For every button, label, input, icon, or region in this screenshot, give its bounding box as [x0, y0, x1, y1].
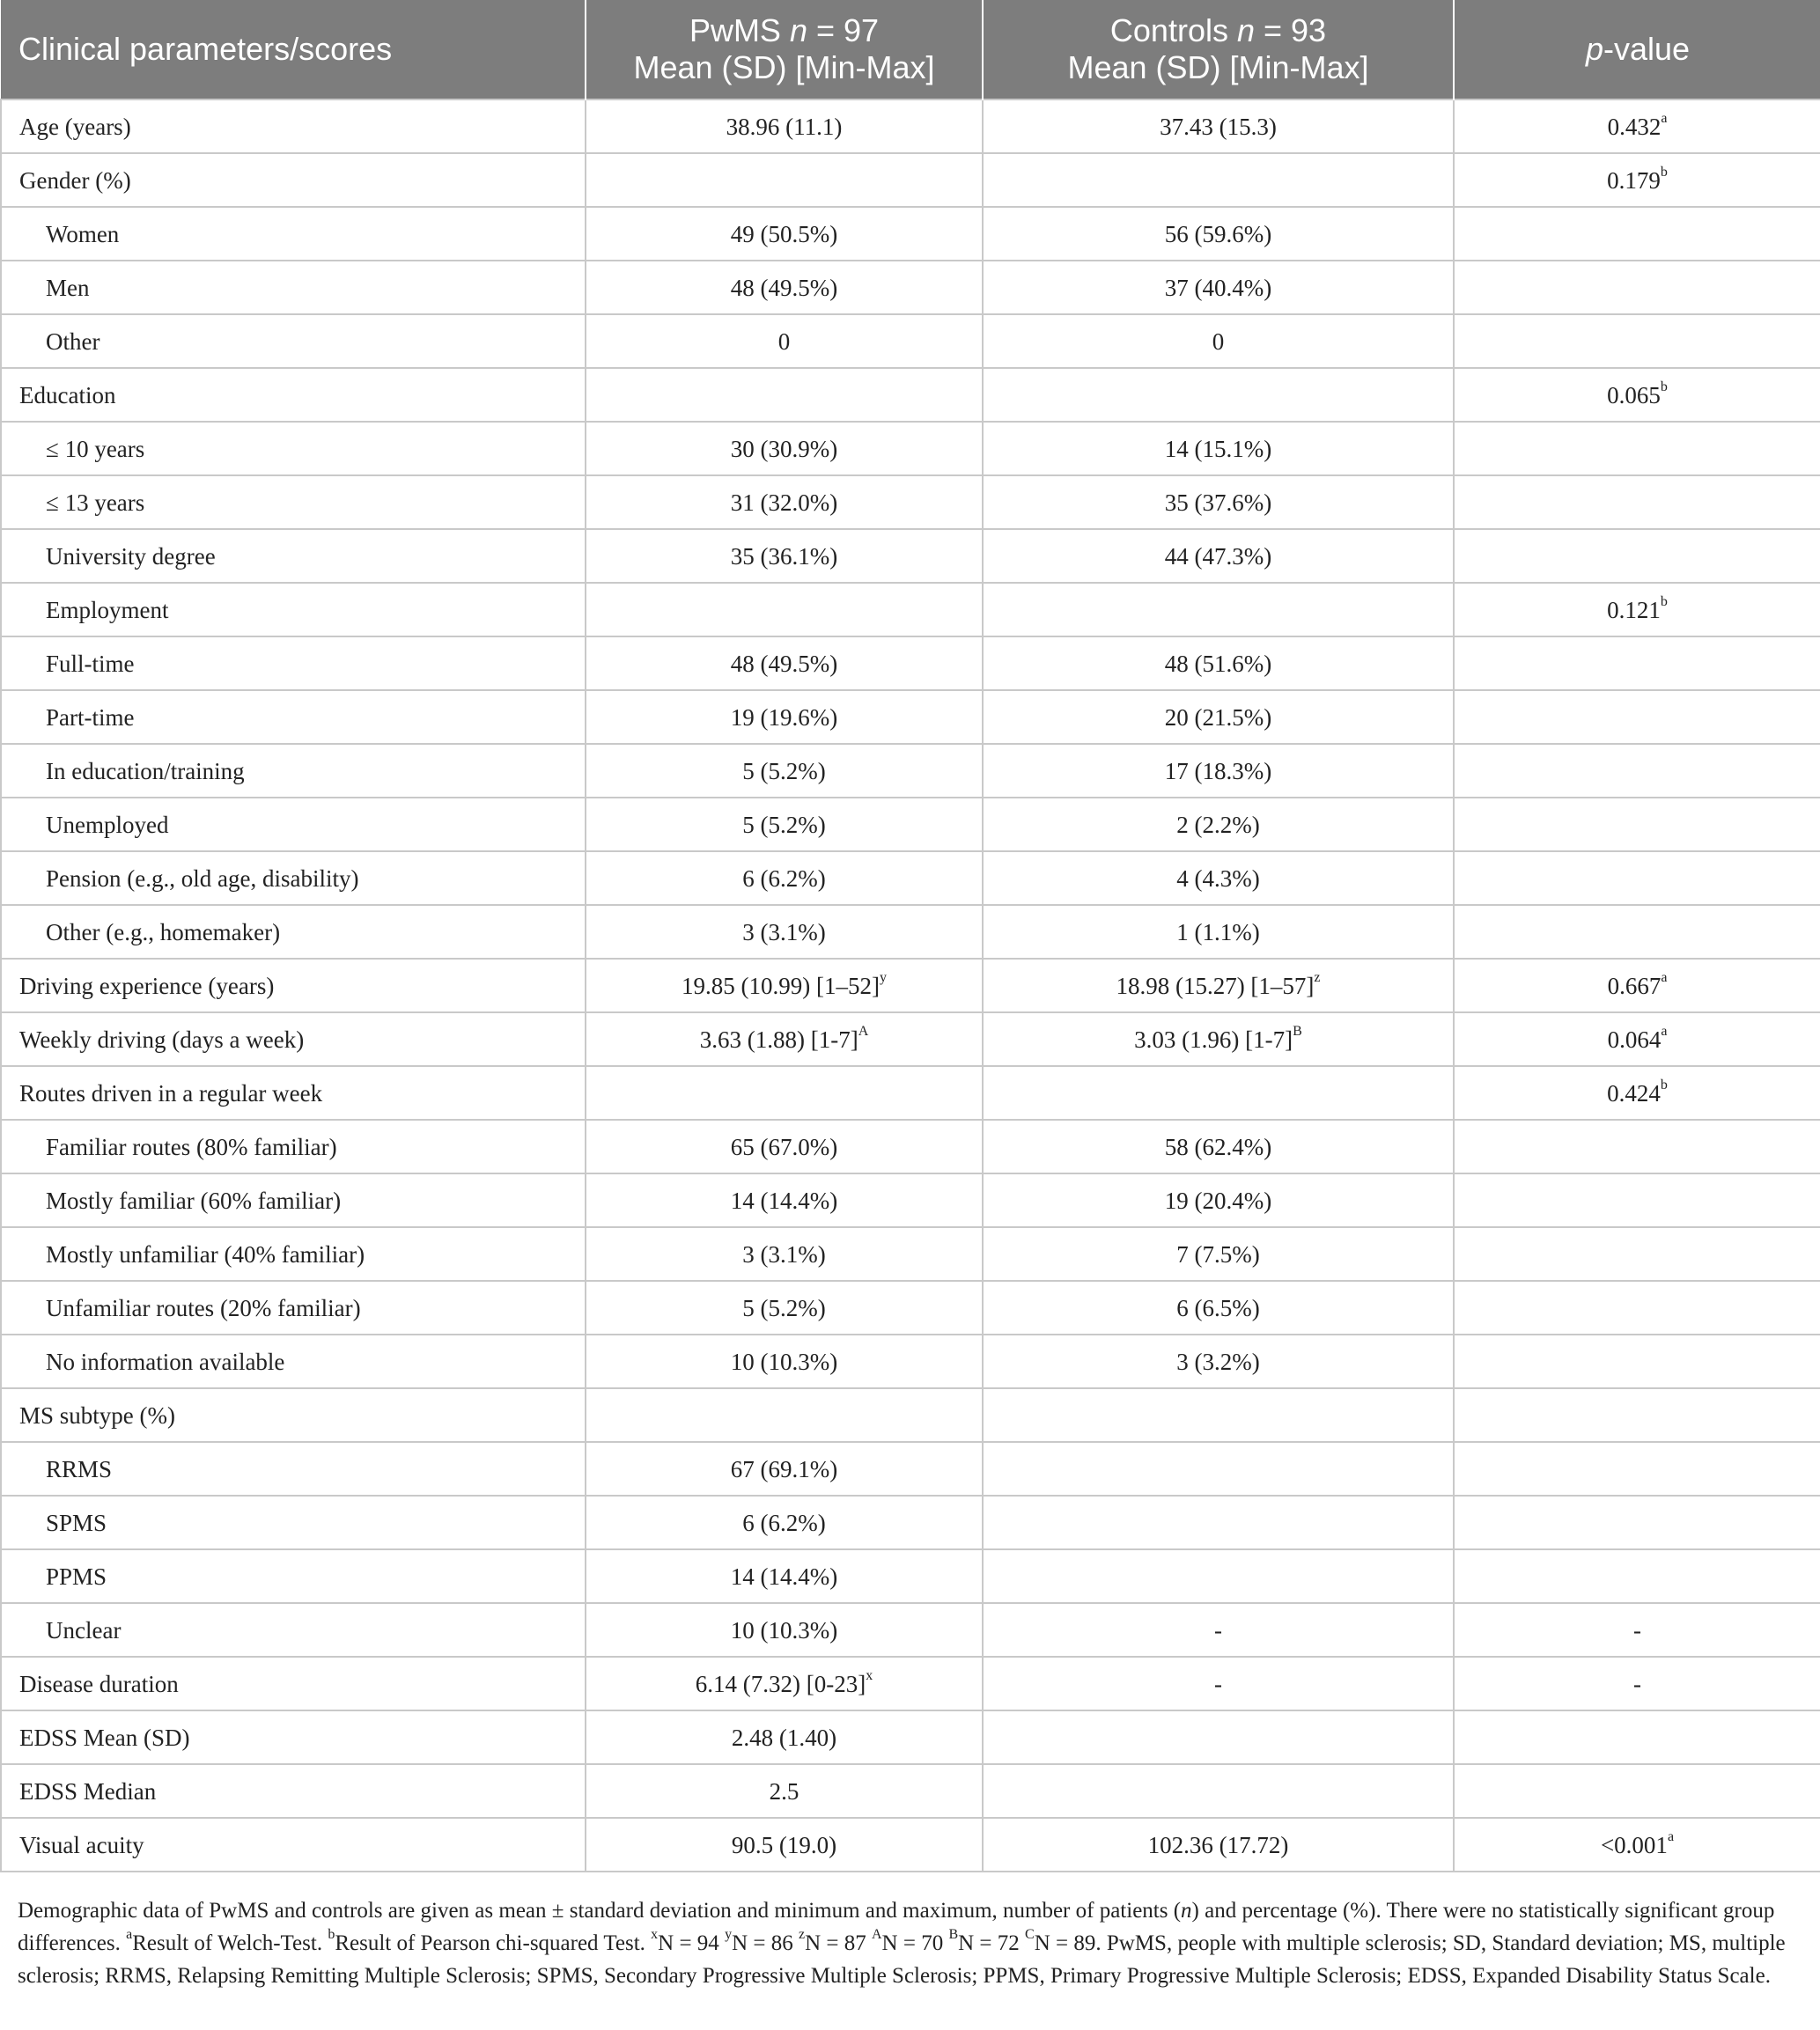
- cell-pwms-text: 3.63 (1.88) [1-7]: [699, 1026, 858, 1053]
- cell-controls: [983, 314, 1454, 368]
- row-label: Weekly driving (days a week): [1, 1012, 586, 1066]
- cell-controls-text: 2 (2.2%): [1176, 811, 1260, 838]
- cell-pwms-text: 48 (49.5%): [730, 274, 838, 301]
- footnote-sup: a: [126, 1926, 133, 1942]
- cell-pwms-text: 10 (10.3%): [730, 1348, 838, 1375]
- cell-pvalue: [1454, 422, 1820, 475]
- cell-pvalue: [1454, 314, 1820, 368]
- cell-pvalue-footnote-mark: b: [1660, 164, 1668, 180]
- cell-pvalue: [1454, 798, 1820, 851]
- cell-controls: [983, 583, 1454, 636]
- cell-controls: [983, 905, 1454, 959]
- cell-controls: [983, 744, 1454, 798]
- header-controls-sub: Mean (SD) [Min-Max]: [1067, 49, 1369, 85]
- cell-pvalue: [1454, 207, 1820, 261]
- cell-pwms: [586, 1388, 983, 1442]
- cell-controls: [983, 851, 1454, 905]
- cell-pwms: [586, 207, 983, 261]
- cell-pwms: [586, 1549, 983, 1603]
- cell-pvalue-text: 0.121: [1607, 596, 1661, 623]
- cell-controls: [983, 1281, 1454, 1335]
- cell-pvalue: [1454, 1549, 1820, 1603]
- table-row: [1, 529, 1820, 583]
- cell-pwms: [586, 1657, 983, 1710]
- table-row: [1, 1496, 1820, 1549]
- cell-pvalue: [1454, 1120, 1820, 1173]
- cell-pvalue: [1454, 529, 1820, 583]
- cell-controls: [983, 1012, 1454, 1066]
- cell-pwms: [586, 1710, 983, 1764]
- cell-controls: [983, 1818, 1454, 1872]
- header-pwms-n: n: [789, 12, 807, 48]
- row-label: Men: [1, 261, 586, 314]
- cell-pwms-text: 49 (50.5%): [730, 220, 838, 247]
- cell-pwms-text: 3 (3.1%): [742, 918, 826, 945]
- row-label: In education/training: [1, 744, 586, 798]
- cell-pwms-text: 3 (3.1%): [742, 1240, 826, 1268]
- cell-pvalue: [1454, 1657, 1820, 1710]
- cell-controls-text: 0: [1212, 327, 1225, 355]
- cell-pwms-text: 5 (5.2%): [742, 811, 826, 838]
- table-row: [1, 1710, 1820, 1764]
- cell-controls-text: 20 (21.5%): [1164, 703, 1272, 731]
- table-row: [1, 636, 1820, 690]
- header-controls-n: n: [1236, 12, 1255, 48]
- cell-controls-text: 18.98 (15.27) [1–57]: [1116, 972, 1315, 999]
- cell-pwms: [586, 1442, 983, 1496]
- row-label: Education: [1, 368, 586, 422]
- header-pwms-label: PwMS: [689, 12, 790, 48]
- table-row: [1, 851, 1820, 905]
- cell-controls-text: 48 (51.6%): [1164, 650, 1272, 677]
- row-label: Unemployed: [1, 798, 586, 851]
- cell-pwms-text: 19.85 (10.99) [1–52]: [682, 972, 880, 999]
- cell-pwms-text: 38.96 (11.1): [726, 113, 843, 140]
- footnote-text: N = 86: [732, 1931, 799, 1955]
- cell-controls: [983, 475, 1454, 529]
- cell-pwms: [586, 153, 983, 207]
- cell-controls-text: 37 (40.4%): [1164, 274, 1272, 301]
- header-controls: [983, 0, 1454, 99]
- cell-controls: [983, 99, 1454, 153]
- cell-pwms: [586, 1818, 983, 1872]
- table-row: [1, 959, 1820, 1012]
- row-label: Other: [1, 314, 586, 368]
- table-row: [1, 314, 1820, 368]
- cell-pwms: [586, 1335, 983, 1388]
- cell-pwms-text: 5 (5.2%): [742, 1294, 826, 1321]
- cell-pvalue: [1454, 1388, 1820, 1442]
- cell-pvalue: [1454, 905, 1820, 959]
- cell-controls: [983, 1603, 1454, 1657]
- row-label: ≤ 10 years: [1, 422, 586, 475]
- cell-controls-text: 17 (18.3%): [1164, 757, 1272, 784]
- cell-pwms: [586, 636, 983, 690]
- header-parameters: [1, 0, 586, 99]
- cell-pvalue: [1454, 1335, 1820, 1388]
- cell-pvalue: [1454, 261, 1820, 314]
- cell-pvalue: [1454, 1442, 1820, 1496]
- cell-pwms-text: 0: [777, 327, 791, 355]
- row-label: Women: [1, 207, 586, 261]
- table-row: [1, 153, 1820, 207]
- cell-pwms: [586, 1012, 983, 1066]
- table-row: [1, 1120, 1820, 1173]
- cell-pwms-text: 2.48 (1.40): [731, 1724, 837, 1751]
- cell-pvalue: [1454, 1818, 1820, 1872]
- table-row: [1, 368, 1820, 422]
- cell-pwms-text: 14 (14.4%): [730, 1187, 838, 1214]
- table-row: [1, 690, 1820, 744]
- table-row: [1, 1066, 1820, 1120]
- row-label: Driving experience (years): [1, 959, 586, 1012]
- table-row: [1, 475, 1820, 529]
- row-label: Routes driven in a regular week: [1, 1066, 586, 1120]
- cell-controls: [983, 1764, 1454, 1818]
- cell-controls: [983, 636, 1454, 690]
- cell-pwms: [586, 529, 983, 583]
- table-row: [1, 905, 1820, 959]
- footnote-text: N = 87: [805, 1931, 872, 1955]
- cell-pvalue: [1454, 1764, 1820, 1818]
- table-row: [1, 1012, 1820, 1066]
- cell-controls: [983, 529, 1454, 583]
- table-row: [1, 422, 1820, 475]
- footnote-text: Result of Pearson chi-squared Test.: [335, 1931, 652, 1955]
- row-label: University degree: [1, 529, 586, 583]
- cell-controls-text: 44 (47.3%): [1164, 542, 1272, 570]
- cell-pwms-text: 2.5: [769, 1777, 799, 1805]
- cell-pvalue: [1454, 368, 1820, 422]
- row-label: Part-time: [1, 690, 586, 744]
- table-row: [1, 207, 1820, 261]
- row-label: SPMS: [1, 1496, 586, 1549]
- header-pvalue-rest: -value: [1603, 31, 1691, 67]
- table-row: [1, 583, 1820, 636]
- cell-controls-text: 3.03 (1.96) [1-7]: [1134, 1026, 1293, 1053]
- table-row: [1, 1442, 1820, 1496]
- table-row: [1, 798, 1820, 851]
- table-header-row: [1, 0, 1820, 99]
- footnote-text: n: [1181, 1899, 1192, 1923]
- cell-controls: [983, 798, 1454, 851]
- cell-controls-text: -: [1214, 1616, 1222, 1644]
- footnote-sup: x: [651, 1926, 659, 1942]
- cell-pwms: [586, 422, 983, 475]
- cell-pvalue-text: 0.667: [1607, 972, 1662, 999]
- cell-controls-text: 3 (3.2%): [1176, 1348, 1260, 1375]
- cell-pwms-text: 30 (30.9%): [730, 435, 838, 462]
- cell-controls: [983, 153, 1454, 207]
- cell-controls: [983, 368, 1454, 422]
- cell-pvalue: [1454, 744, 1820, 798]
- cell-pvalue-footnote-mark: a: [1661, 969, 1668, 985]
- cell-controls-text: 19 (20.4%): [1164, 1187, 1272, 1214]
- cell-pvalue-footnote-mark: b: [1660, 593, 1668, 609]
- cell-pwms: [586, 1496, 983, 1549]
- cell-pwms-text: 90.5 (19.0): [731, 1831, 837, 1858]
- cell-controls-text: 14 (15.1%): [1164, 435, 1272, 462]
- cell-controls: [983, 1388, 1454, 1442]
- cell-pvalue: [1454, 636, 1820, 690]
- row-label: Age (years): [1, 99, 586, 153]
- cell-controls-footnote-mark: B: [1293, 1023, 1302, 1039]
- row-label: PPMS: [1, 1549, 586, 1603]
- footnote-text: ) and percentage (%). There were no statistically significant group differences.: [18, 1899, 1775, 1955]
- cell-controls: [983, 1120, 1454, 1173]
- cell-controls: [983, 1227, 1454, 1281]
- cell-pwms-footnote-mark: A: [858, 1023, 869, 1039]
- cell-pvalue: [1454, 1012, 1820, 1066]
- row-label: MS subtype (%): [1, 1388, 586, 1442]
- cell-pwms-text: 5 (5.2%): [742, 757, 826, 784]
- cell-pvalue: [1454, 851, 1820, 905]
- cell-controls-text: 37.43 (15.3): [1160, 113, 1277, 140]
- row-label: Disease duration: [1, 1657, 586, 1710]
- footnote-sup: y: [725, 1926, 733, 1942]
- footnote-text: N = 70: [881, 1931, 949, 1955]
- cell-controls: [983, 1335, 1454, 1388]
- cell-pvalue: [1454, 583, 1820, 636]
- cell-pwms-text: 6 (6.2%): [742, 864, 826, 892]
- cell-pvalue-footnote-mark: b: [1660, 379, 1668, 394]
- cell-pvalue-text: -: [1633, 1670, 1641, 1697]
- row-label: Unclear: [1, 1603, 586, 1657]
- cell-controls-text: 56 (59.6%): [1164, 220, 1272, 247]
- cell-pwms: [586, 99, 983, 153]
- cell-pvalue-text: 0.179: [1607, 166, 1661, 194]
- table-row: [1, 1818, 1820, 1872]
- row-label: RRMS: [1, 1442, 586, 1496]
- footnote-sup: z: [798, 1926, 806, 1942]
- header-controls-count: = 93: [1255, 12, 1327, 48]
- table-row: [1, 99, 1820, 153]
- cell-pvalue: [1454, 690, 1820, 744]
- cell-pwms: [586, 1066, 983, 1120]
- cell-pwms: [586, 1281, 983, 1335]
- header-parameters-label: Clinical parameters/scores: [18, 31, 393, 67]
- header-pvalue: [1454, 0, 1820, 99]
- cell-controls-text: -: [1214, 1670, 1222, 1697]
- row-label: No information available: [1, 1335, 586, 1388]
- cell-pvalue-text: 0.424: [1607, 1079, 1661, 1107]
- cell-pwms: [586, 583, 983, 636]
- footnote-sup: C: [1025, 1926, 1035, 1942]
- cell-controls: [983, 959, 1454, 1012]
- cell-pvalue-text: 0.065: [1607, 381, 1661, 408]
- footnote-text: Demographic data of PwMS and controls are given as mean ± standard deviation and minimum and maximum, number of patients (: [18, 1899, 1182, 1923]
- cell-pwms-text: 65 (67.0%): [730, 1133, 838, 1160]
- footnote-sup: B: [948, 1926, 959, 1942]
- cell-controls-text: 35 (37.6%): [1164, 489, 1272, 516]
- cell-controls: [983, 690, 1454, 744]
- row-label: Gender (%): [1, 153, 586, 207]
- cell-pwms-text: 6.14 (7.32) [0-23]: [695, 1670, 866, 1697]
- cell-controls: [983, 261, 1454, 314]
- row-label: Familiar routes (80% familiar): [1, 1120, 586, 1173]
- row-label: Pension (e.g., old age, disability): [1, 851, 586, 905]
- cell-pvalue: [1454, 475, 1820, 529]
- cell-controls: [983, 1442, 1454, 1496]
- cell-pvalue: [1454, 1603, 1820, 1657]
- cell-controls-footnote-mark: z: [1314, 969, 1321, 985]
- cell-pvalue-text: 0.432: [1607, 113, 1662, 140]
- cell-pvalue: [1454, 1710, 1820, 1764]
- cell-pwms: [586, 1173, 983, 1227]
- footnote-text: N = 89. PwMS, people with multiple sclerosis; SD, Standard deviation; MS, multiple sclerosis; RRMS, Relapsing Remitting Multiple Sclerosis; SPMS, Secondary Progressive Multiple Sclerosis; PPMS, Primary Progressive Multiple Sclerosis; EDSS, Expanded Disability Status Scale.: [18, 1931, 1786, 1988]
- cell-controls: [983, 1496, 1454, 1549]
- cell-pvalue: [1454, 1281, 1820, 1335]
- cell-pvalue: [1454, 1496, 1820, 1549]
- cell-controls-text: 7 (7.5%): [1176, 1240, 1260, 1268]
- cell-controls-text: 4 (4.3%): [1176, 864, 1260, 892]
- cell-pwms-footnote-mark: x: [866, 1667, 873, 1683]
- cell-pwms-text: 14 (14.4%): [730, 1563, 838, 1590]
- row-label: Other (e.g., homemaker): [1, 905, 586, 959]
- header-controls-label: Controls: [1109, 12, 1237, 48]
- header-pwms-sub: Mean (SD) [Min-Max]: [633, 49, 935, 85]
- cell-pwms-text: 67 (69.1%): [730, 1455, 838, 1482]
- footnote-sup: A: [871, 1926, 882, 1942]
- cell-pwms: [586, 475, 983, 529]
- cell-pwms: [586, 1603, 983, 1657]
- row-label: Full-time: [1, 636, 586, 690]
- cell-pwms: [586, 690, 983, 744]
- cell-pwms-text: 31 (32.0%): [730, 489, 838, 516]
- cell-pvalue: [1454, 99, 1820, 153]
- cell-pwms: [586, 851, 983, 905]
- cell-pvalue-footnote-mark: a: [1661, 110, 1668, 126]
- cell-pwms: [586, 1120, 983, 1173]
- cell-controls: [983, 1549, 1454, 1603]
- header-pwms-count: = 97: [807, 12, 880, 48]
- cell-pwms-text: 48 (49.5%): [730, 650, 838, 677]
- cell-pvalue-text: 0.064: [1607, 1026, 1662, 1053]
- cell-pwms: [586, 261, 983, 314]
- cell-controls-text: 6 (6.5%): [1176, 1294, 1260, 1321]
- cell-controls: [983, 207, 1454, 261]
- cell-pwms-text: 10 (10.3%): [730, 1616, 838, 1644]
- cell-pwms-text: 35 (36.1%): [730, 542, 838, 570]
- cell-pwms: [586, 744, 983, 798]
- table-row: [1, 1281, 1820, 1335]
- cell-pwms-text: 6 (6.2%): [742, 1509, 826, 1536]
- row-label: EDSS Median: [1, 1764, 586, 1818]
- table-row: [1, 1388, 1820, 1442]
- cell-controls-text: 58 (62.4%): [1164, 1133, 1272, 1160]
- cell-pwms: [586, 959, 983, 1012]
- table-row: [1, 1549, 1820, 1603]
- cell-pvalue: [1454, 1227, 1820, 1281]
- header-pwms: [586, 0, 983, 99]
- row-label: Visual acuity: [1, 1818, 586, 1872]
- table-row: [1, 1603, 1820, 1657]
- table-row: [1, 1335, 1820, 1388]
- cell-pvalue-footnote-mark: a: [1667, 1828, 1675, 1844]
- cell-controls-text: 1 (1.1%): [1176, 918, 1260, 945]
- cell-pwms: [586, 314, 983, 368]
- cell-controls: [983, 1710, 1454, 1764]
- footnote-text: Result of Welch-Test.: [132, 1931, 328, 1955]
- cell-pwms: [586, 368, 983, 422]
- table-row: [1, 1657, 1820, 1710]
- cell-pvalue-text: <0.001: [1600, 1831, 1668, 1858]
- cell-pwms: [586, 905, 983, 959]
- cell-pwms-footnote-mark: y: [879, 969, 887, 985]
- table-row: [1, 1173, 1820, 1227]
- table-row: [1, 1227, 1820, 1281]
- footnote-text: N = 72: [958, 1931, 1026, 1955]
- cell-pwms: [586, 798, 983, 851]
- table-footnote: [18, 1894, 1796, 1992]
- cell-pwms-text: 19 (19.6%): [730, 703, 838, 731]
- row-label: EDSS Mean (SD): [1, 1710, 586, 1764]
- table-row: [1, 1764, 1820, 1818]
- row-label: Mostly unfamiliar (40% familiar): [1, 1227, 586, 1281]
- cell-pvalue-footnote-mark: a: [1661, 1023, 1668, 1039]
- row-label: ≤ 13 years: [1, 475, 586, 529]
- footnote-sup: b: [328, 1926, 335, 1942]
- cell-controls-text: 102.36 (17.72): [1147, 1831, 1289, 1858]
- row-label: Employment: [1, 583, 586, 636]
- header-pvalue-p: p: [1585, 31, 1603, 67]
- cell-pvalue: [1454, 153, 1820, 207]
- cell-controls: [983, 1066, 1454, 1120]
- footnote-text: N = 94: [658, 1931, 726, 1955]
- cell-pvalue: [1454, 1173, 1820, 1227]
- cell-pwms: [586, 1764, 983, 1818]
- table-row: [1, 261, 1820, 314]
- cell-pvalue: [1454, 959, 1820, 1012]
- cell-pvalue-footnote-mark: b: [1660, 1077, 1668, 1092]
- cell-pvalue-text: -: [1633, 1616, 1641, 1644]
- row-label: Unfamiliar routes (20% familiar): [1, 1281, 586, 1335]
- table-row: [1, 744, 1820, 798]
- cell-pvalue: [1454, 1066, 1820, 1120]
- cell-controls: [983, 422, 1454, 475]
- cell-pwms: [586, 1227, 983, 1281]
- cell-controls: [983, 1173, 1454, 1227]
- cell-controls: [983, 1657, 1454, 1710]
- row-label: Mostly familiar (60% familiar): [1, 1173, 586, 1227]
